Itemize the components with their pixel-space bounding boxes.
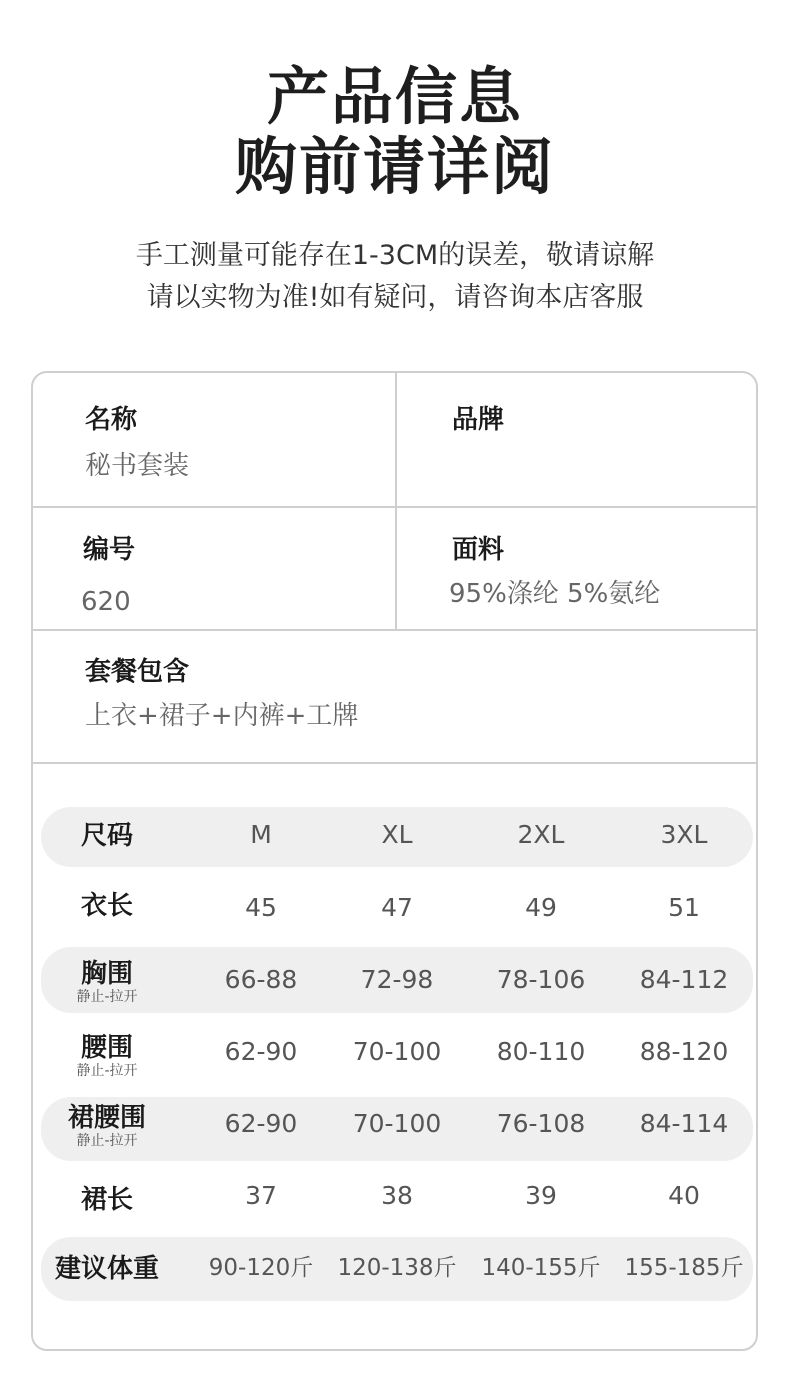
table-row [33,1097,758,1161]
package-label: 套餐包含 [85,657,190,687]
size-2xl: 2XL [517,820,565,849]
package-value: 上衣+裙子+内裤+工牌 [85,701,359,731]
table-cell: 84-114 [639,1109,729,1138]
fabric-value: 95%涤纶 5%氨纶 [449,579,661,609]
size-m: M [250,820,272,849]
table-cell: 49 [525,893,557,922]
fabric-label: 面料 [452,535,505,565]
table-cell: 70-100 [352,1109,442,1138]
table-cell: 80-110 [496,1037,586,1066]
row-note: 静止-拉开 [76,989,138,1005]
row-label: 腰围 [80,1033,133,1063]
measurement-note: 手工测量可能存在1-3CM的误差，敬请谅解 [135,240,655,271]
row-divider [33,762,756,764]
table-cell: 62-90 [224,1109,298,1138]
size-3xl: 3XL [660,820,708,849]
page-title: 产品信息 [266,60,523,133]
table-cell: 70-100 [352,1037,442,1066]
table-row [33,1237,758,1301]
brand-label: 品牌 [452,405,505,435]
table-cell: 47 [381,893,413,922]
table-row [33,1169,758,1233]
table-row [33,878,758,938]
table-cell: 84-112 [639,965,729,994]
table-cell: 140-155斤 [481,1255,601,1281]
row-label: 裙长 [80,1185,133,1215]
column-divider [395,373,397,630]
table-cell: 76-108 [496,1109,586,1138]
table-cell: 45 [245,893,277,922]
row-label: 裙腰围 [67,1103,146,1133]
table-cell: 51 [668,893,700,922]
table-cell: 37 [245,1181,277,1210]
row-label: 建议体重 [54,1254,159,1284]
name-label: 名称 [85,405,138,435]
row-divider [33,629,756,631]
table-cell: 155-185斤 [624,1255,744,1281]
row-label: 胸围 [80,959,133,989]
customer-service-note: 请以实物为准!如有疑问，请咨询本店客服 [146,282,644,313]
code-label: 编号 [83,535,136,565]
table-cell: 66-88 [224,965,298,994]
size-header-label: 尺码 [80,821,133,851]
table-cell: 120-138斤 [337,1255,457,1281]
table-cell: 39 [525,1181,557,1210]
table-row [33,1023,758,1087]
size-xl: XL [381,820,413,849]
product-info-card [31,371,758,1351]
table-cell: 72-98 [360,965,434,994]
row-note: 静止-拉开 [76,1063,138,1079]
row-label: 衣长 [80,891,133,921]
name-value: 秘书套装 [85,451,190,481]
row-note: 静止-拉开 [76,1133,138,1149]
size-header-row [33,807,758,867]
table-cell: 78-106 [496,965,586,994]
table-cell: 38 [381,1181,413,1210]
row-divider [33,506,756,508]
table-cell: 90-120斤 [208,1255,314,1281]
table-cell: 88-120 [639,1037,729,1066]
table-cell: 40 [668,1181,700,1210]
table-row [33,947,758,1013]
table-cell: 62-90 [224,1037,298,1066]
code-value: 620 [81,587,131,617]
page-subtitle: 购前请详阅 [234,130,555,203]
